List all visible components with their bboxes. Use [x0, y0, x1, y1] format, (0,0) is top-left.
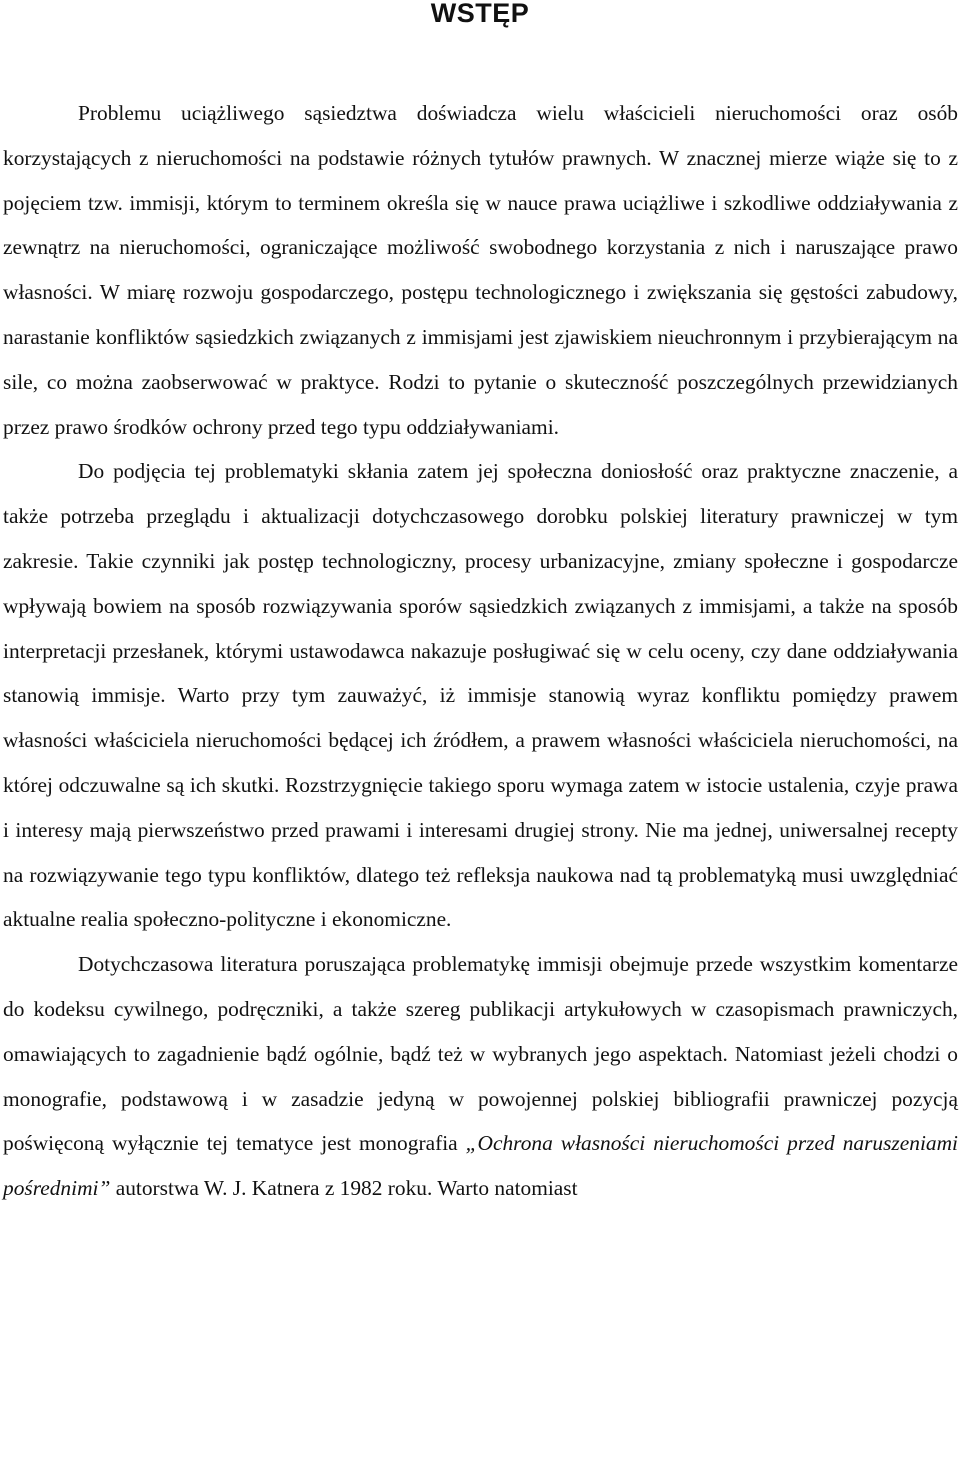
paragraph-3-text-after: autorstwa W. J. Katnera z 1982 roku. Warto natomiast: [110, 1176, 578, 1201]
paragraph-3: [0, 942, 960, 1211]
page-title: WSTĘP: [430, 0, 530, 28]
paragraph-2: Do podjęcia tej problematyki skłania zatem jej społeczna doniosłość oraz praktyczne znaczenie, a także potrzeba przeglądu i aktualizacji dotychczasowego dorobku polskiej literatury prawniczej w tym zakresie. Takie czynniki jak postęp technologiczny, procesy urbanizacyjne, zmiany społeczne i gospodarcze wpływają bowiem na sposób rozwiązywania sporów sąsiedzkich związanych z immisjami, a także na sposób interpretacji przesłanek, którymi ustawodawca nakazuje posługiwać się w celu oceny, czy dane oddziaływania stanowią immisje. Warto przy tym zauważyć, iż immisje stanowią wyraz konfliktu pomiędzy prawem własności właściciela nieruchomości będącej ich źródłem, a prawem własności właściciela nieruchomości, na której odczuwalne są ich skutki. Rozstrzygnięcie takiego sporu wymaga zatem w istocie ustalenia, czyje prawa i interesy mają pierwszeństwo przed prawami i interesami drugiej strony. Nie ma jednej, uniwersalnej recepty na rozwiązywanie tego typu konfliktów, dlatego też refleksja naukowa nad tą problematyką musi uwzględniać aktualne realia społeczno-polityczne i ekonomiczne.: [3, 459, 958, 932]
paragraph-3-text-before: Dotychczasowa literatura poruszająca problematykę immisji obejmuje przede wszystkim komentarze do kodeksu cywilnego, podręczniki, a także szereg publikacji artykułowych w czasopismach prawniczych, omawiających to zagadnienie bądź ogólnie, bądź też w wybranych jego aspektach. Natomiast jeżeli chodzi o monografie, podstawową i w zasadzie jedyną w powojennej polskiej bibliografii prawniczej pozycją poświęconą wyłącznie tej tematyce jest monografia: [3, 952, 958, 1156]
paragraph-1: Problemu uciążliwego sąsiedztwa doświadcza wielu właścicieli nieruchomości oraz osób korzystających z nieruchomości na podstawie różnych tytułów prawnych. W znacznej mierze wiąże się to z pojęciem tzw. immisji, którym to terminem określa się w nauce prawa uciążliwe i szkodliwe oddziaływania z zewnątrz na nieruchomości, ograniczające możliwość swobodnego korzystania z nich i naruszające prawo własności. W miarę rozwoju gospodarczego, postępu technologicznego i zwiększania się gęstości zabudowy, narastanie konfliktów sąsiedzkich związanych z immisjami jest zjawiskiem nieuchronnym i przybierającym na sile, co można zaobserwować w praktyce. Rodzi to pytanie o skuteczność poszczególnych przewidzianych przez prawo środków ochrony przed tego typu oddziaływaniami.: [3, 101, 958, 439]
monograph-title: „Ochrona własności nieruchomości przed naruszeniami pośrednimi”: [3, 1131, 958, 1201]
